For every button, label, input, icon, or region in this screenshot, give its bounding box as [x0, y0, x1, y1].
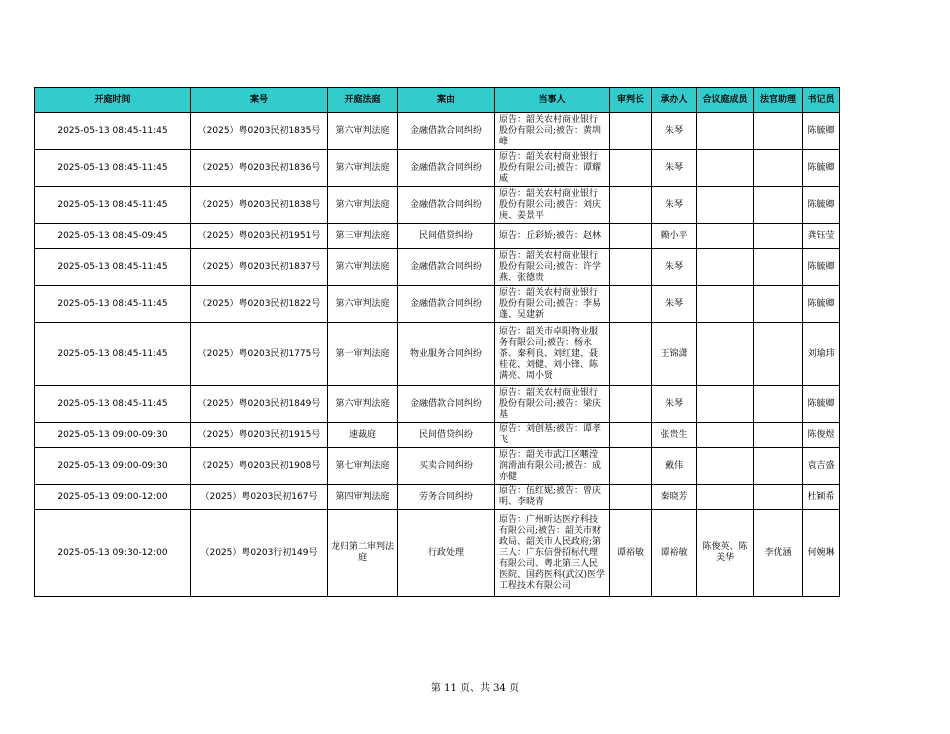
table-row [35, 113, 840, 150]
cell-handler: 张贵生 [652, 423, 697, 448]
cell-clerk: 陈毓卿 [803, 286, 840, 323]
cell-presiding-judge [610, 286, 652, 323]
cell-handler: 赖小平 [652, 224, 697, 249]
cell-handler: 朱琴 [652, 113, 697, 150]
cell-clerk: 杜颖希 [803, 485, 840, 510]
cell-clerk: 陈毓卿 [803, 249, 840, 286]
cell-time: 2025-05-13 08:45-11:45 [35, 113, 191, 150]
cell-presiding-judge [610, 150, 652, 187]
cell-time: 2025-05-13 09:00-09:30 [35, 448, 191, 485]
col-header-judge-assistant: 法官助理 [754, 88, 803, 113]
hearing-schedule-table [34, 87, 840, 597]
cell-court: 第六审判法庭 [328, 286, 398, 323]
cell-panel-members [697, 150, 754, 187]
cell-cause: 金融借款合同纠纷 [398, 187, 495, 224]
col-header-case-no: 案号 [191, 88, 328, 113]
cell-court: 第一审判法庭 [328, 323, 398, 386]
cell-judge-assistant [754, 485, 803, 510]
col-header-clerk: 书记员 [803, 88, 840, 113]
col-header-cause: 案由 [398, 88, 495, 113]
cell-presiding-judge [610, 448, 652, 485]
cell-clerk: 陈俊煜 [803, 423, 840, 448]
cell-presiding-judge [610, 224, 652, 249]
cell-panel-members [697, 448, 754, 485]
cell-case-no: （2025）粤0203民初1908号 [191, 448, 328, 485]
cell-handler: 朱琴 [652, 150, 697, 187]
cell-parties: 原告：丘彩娇;被告：赵林 [495, 224, 610, 249]
cell-case-no: （2025）粤0203民初1838号 [191, 187, 328, 224]
cell-panel-members [697, 423, 754, 448]
cell-court: 第六审判法庭 [328, 249, 398, 286]
cell-panel-members [697, 224, 754, 249]
cell-panel-members: 陈俊英、陈美华 [697, 510, 754, 597]
cell-handler: 戴伟 [652, 448, 697, 485]
cell-clerk: 陈毓卿 [803, 113, 840, 150]
cell-handler: 王锦潇 [652, 323, 697, 386]
cell-time: 2025-05-13 09:00-12:00 [35, 485, 191, 510]
cell-judge-assistant [754, 249, 803, 286]
cell-judge-assistant [754, 224, 803, 249]
table-row [35, 224, 840, 249]
cell-parties: 原告：刘创基;被告：谭孝飞 [495, 423, 610, 448]
cell-parties: 原告：广州昕达医疗科技有限公司;被告：韶关市财政局、韶关市人民政府;第三人：广东信誉招标代理有限公司、粤北第三人民医院、国药医科(武汉)医学工程技术有限公司 [495, 510, 610, 597]
table-header-row [35, 88, 840, 113]
table-row [35, 187, 840, 224]
cell-case-no: （2025）粤0203民初1849号 [191, 386, 328, 423]
cell-clerk: 袁吉盛 [803, 448, 840, 485]
cell-cause: 物业服务合同纠纷 [398, 323, 495, 386]
cell-clerk: 何婉琳 [803, 510, 840, 597]
cell-cause: 劳务合同纠纷 [398, 485, 495, 510]
cell-case-no: （2025）粤0203民初1951号 [191, 224, 328, 249]
cell-court: 第六审判法庭 [328, 150, 398, 187]
table-row [35, 150, 840, 187]
table-row [35, 323, 840, 386]
cell-parties: 原告：韶关农村商业银行股份有限公司;被告：李易蓬、吴建新 [495, 286, 610, 323]
cell-court: 速裁庭 [328, 423, 398, 448]
col-header-panel-members: 合议庭成员 [697, 88, 754, 113]
cell-presiding-judge [610, 386, 652, 423]
cell-handler: 谭裕敏 [652, 510, 697, 597]
cell-presiding-judge [610, 485, 652, 510]
col-header-parties: 当事人 [495, 88, 610, 113]
cell-case-no: （2025）粤0203民初167号 [191, 485, 328, 510]
table-row [35, 286, 840, 323]
cell-panel-members [697, 113, 754, 150]
cell-judge-assistant [754, 187, 803, 224]
cell-handler: 朱琴 [652, 386, 697, 423]
col-header-handler: 承办人 [652, 88, 697, 113]
table-row [35, 423, 840, 448]
cell-judge-assistant [754, 113, 803, 150]
cell-clerk: 陈毓卿 [803, 150, 840, 187]
cell-presiding-judge: 谭裕敏 [610, 510, 652, 597]
cell-parties: 原告：韶关市武江区暱滢润滑油有限公司;被告：成亦健 [495, 448, 610, 485]
cell-judge-assistant [754, 323, 803, 386]
page-number: 第 11 页、共 34 页 [430, 683, 520, 694]
cell-judge-assistant [754, 150, 803, 187]
cell-presiding-judge [610, 113, 652, 150]
cell-cause: 金融借款合同纠纷 [398, 113, 495, 150]
cell-time: 2025-05-13 09:00-09:30 [35, 423, 191, 448]
cell-handler: 朱琴 [652, 249, 697, 286]
cell-parties: 原告：韶关农村商业银行股份有限公司;被告：刘庆庚、姜景平 [495, 187, 610, 224]
cell-clerk: 陈毓卿 [803, 386, 840, 423]
cell-clerk: 刘瑜玮 [803, 323, 840, 386]
cell-cause: 金融借款合同纠纷 [398, 286, 495, 323]
cell-case-no: （2025）粤0203民初1836号 [191, 150, 328, 187]
cell-time: 2025-05-13 08:45-09:45 [35, 224, 191, 249]
cell-handler: 朱琴 [652, 187, 697, 224]
cell-parties: 原告：韶关农村商业银行股份有限公司;被告：黄圳峰 [495, 113, 610, 150]
cell-cause: 金融借款合同纠纷 [398, 386, 495, 423]
cell-cause: 民间借贷纠纷 [398, 423, 495, 448]
cell-handler: 朱琴 [652, 286, 697, 323]
cell-judge-assistant [754, 286, 803, 323]
cell-case-no: （2025）粤0203行初149号 [191, 510, 328, 597]
col-header-presiding-judge: 审判长 [610, 88, 652, 113]
cell-case-no: （2025）粤0203民初1822号 [191, 286, 328, 323]
cell-court: 第六审判法庭 [328, 187, 398, 224]
cell-cause: 买卖合同纠纷 [398, 448, 495, 485]
cell-cause: 行政处理 [398, 510, 495, 597]
cell-time: 2025-05-13 08:45-11:45 [35, 150, 191, 187]
cell-time: 2025-05-13 08:45-11:45 [35, 323, 191, 386]
cell-time: 2025-05-13 09:30-12:00 [35, 510, 191, 597]
table-row [35, 510, 840, 597]
cell-presiding-judge [610, 423, 652, 448]
col-header-court: 开庭法庭 [328, 88, 398, 113]
cell-time: 2025-05-13 08:45-11:45 [35, 249, 191, 286]
cell-cause: 金融借款合同纠纷 [398, 249, 495, 286]
cell-parties: 原告：韶关农村商业银行股份有限公司;被告：梁庆基 [495, 386, 610, 423]
cell-time: 2025-05-13 08:45-11:45 [35, 286, 191, 323]
cell-parties: 原告：韶关农村商业银行股份有限公司;被告：许学燕、张德贵 [495, 249, 610, 286]
cell-judge-assistant [754, 448, 803, 485]
cell-parties: 原告：韶关市卓阳物业服务有限公司;被告：杨永茶、秦利良、刘红建、聂桂花、刘健、刘小锋、陈满亮、周小贤 [495, 323, 610, 386]
cell-panel-members [697, 286, 754, 323]
table-row [35, 386, 840, 423]
cell-court: 第六审判法庭 [328, 386, 398, 423]
cell-case-no: （2025）粤0203民初1775号 [191, 323, 328, 386]
cell-case-no: （2025）粤0203民初1837号 [191, 249, 328, 286]
cell-judge-assistant: 李优涵 [754, 510, 803, 597]
cell-parties: 原告：伍红妮;被告：曾庆明、李晓青 [495, 485, 610, 510]
cell-court: 第三审判法庭 [328, 224, 398, 249]
col-header-time: 开庭时间 [35, 88, 191, 113]
cell-panel-members [697, 249, 754, 286]
table-row [35, 485, 840, 510]
cell-court: 龙归第二审判法庭 [328, 510, 398, 597]
cell-handler: 秦晓芳 [652, 485, 697, 510]
cell-cause: 金融借款合同纠纷 [398, 150, 495, 187]
cell-presiding-judge [610, 249, 652, 286]
table-row [35, 448, 840, 485]
cell-panel-members [697, 485, 754, 510]
cell-judge-assistant [754, 423, 803, 448]
cell-court: 第七审判法庭 [328, 448, 398, 485]
cell-panel-members [697, 187, 754, 224]
cell-panel-members [697, 386, 754, 423]
cell-time: 2025-05-13 08:45-11:45 [35, 386, 191, 423]
cell-presiding-judge [610, 323, 652, 386]
table-row [35, 249, 840, 286]
cell-time: 2025-05-13 08:45-11:45 [35, 187, 191, 224]
cell-panel-members [697, 323, 754, 386]
cell-clerk: 陈毓卿 [803, 187, 840, 224]
cell-judge-assistant [754, 386, 803, 423]
cell-presiding-judge [610, 187, 652, 224]
cell-parties: 原告：韶关农村商业银行股份有限公司;被告：谭耀威 [495, 150, 610, 187]
cell-court: 第六审判法庭 [328, 113, 398, 150]
cell-clerk: 龚钰莹 [803, 224, 840, 249]
cell-court: 第四审判法庭 [328, 485, 398, 510]
cell-cause: 民间借贷纠纷 [398, 224, 495, 249]
cell-case-no: （2025）粤0203民初1915号 [191, 423, 328, 448]
cell-case-no: （2025）粤0203民初1835号 [191, 113, 328, 150]
